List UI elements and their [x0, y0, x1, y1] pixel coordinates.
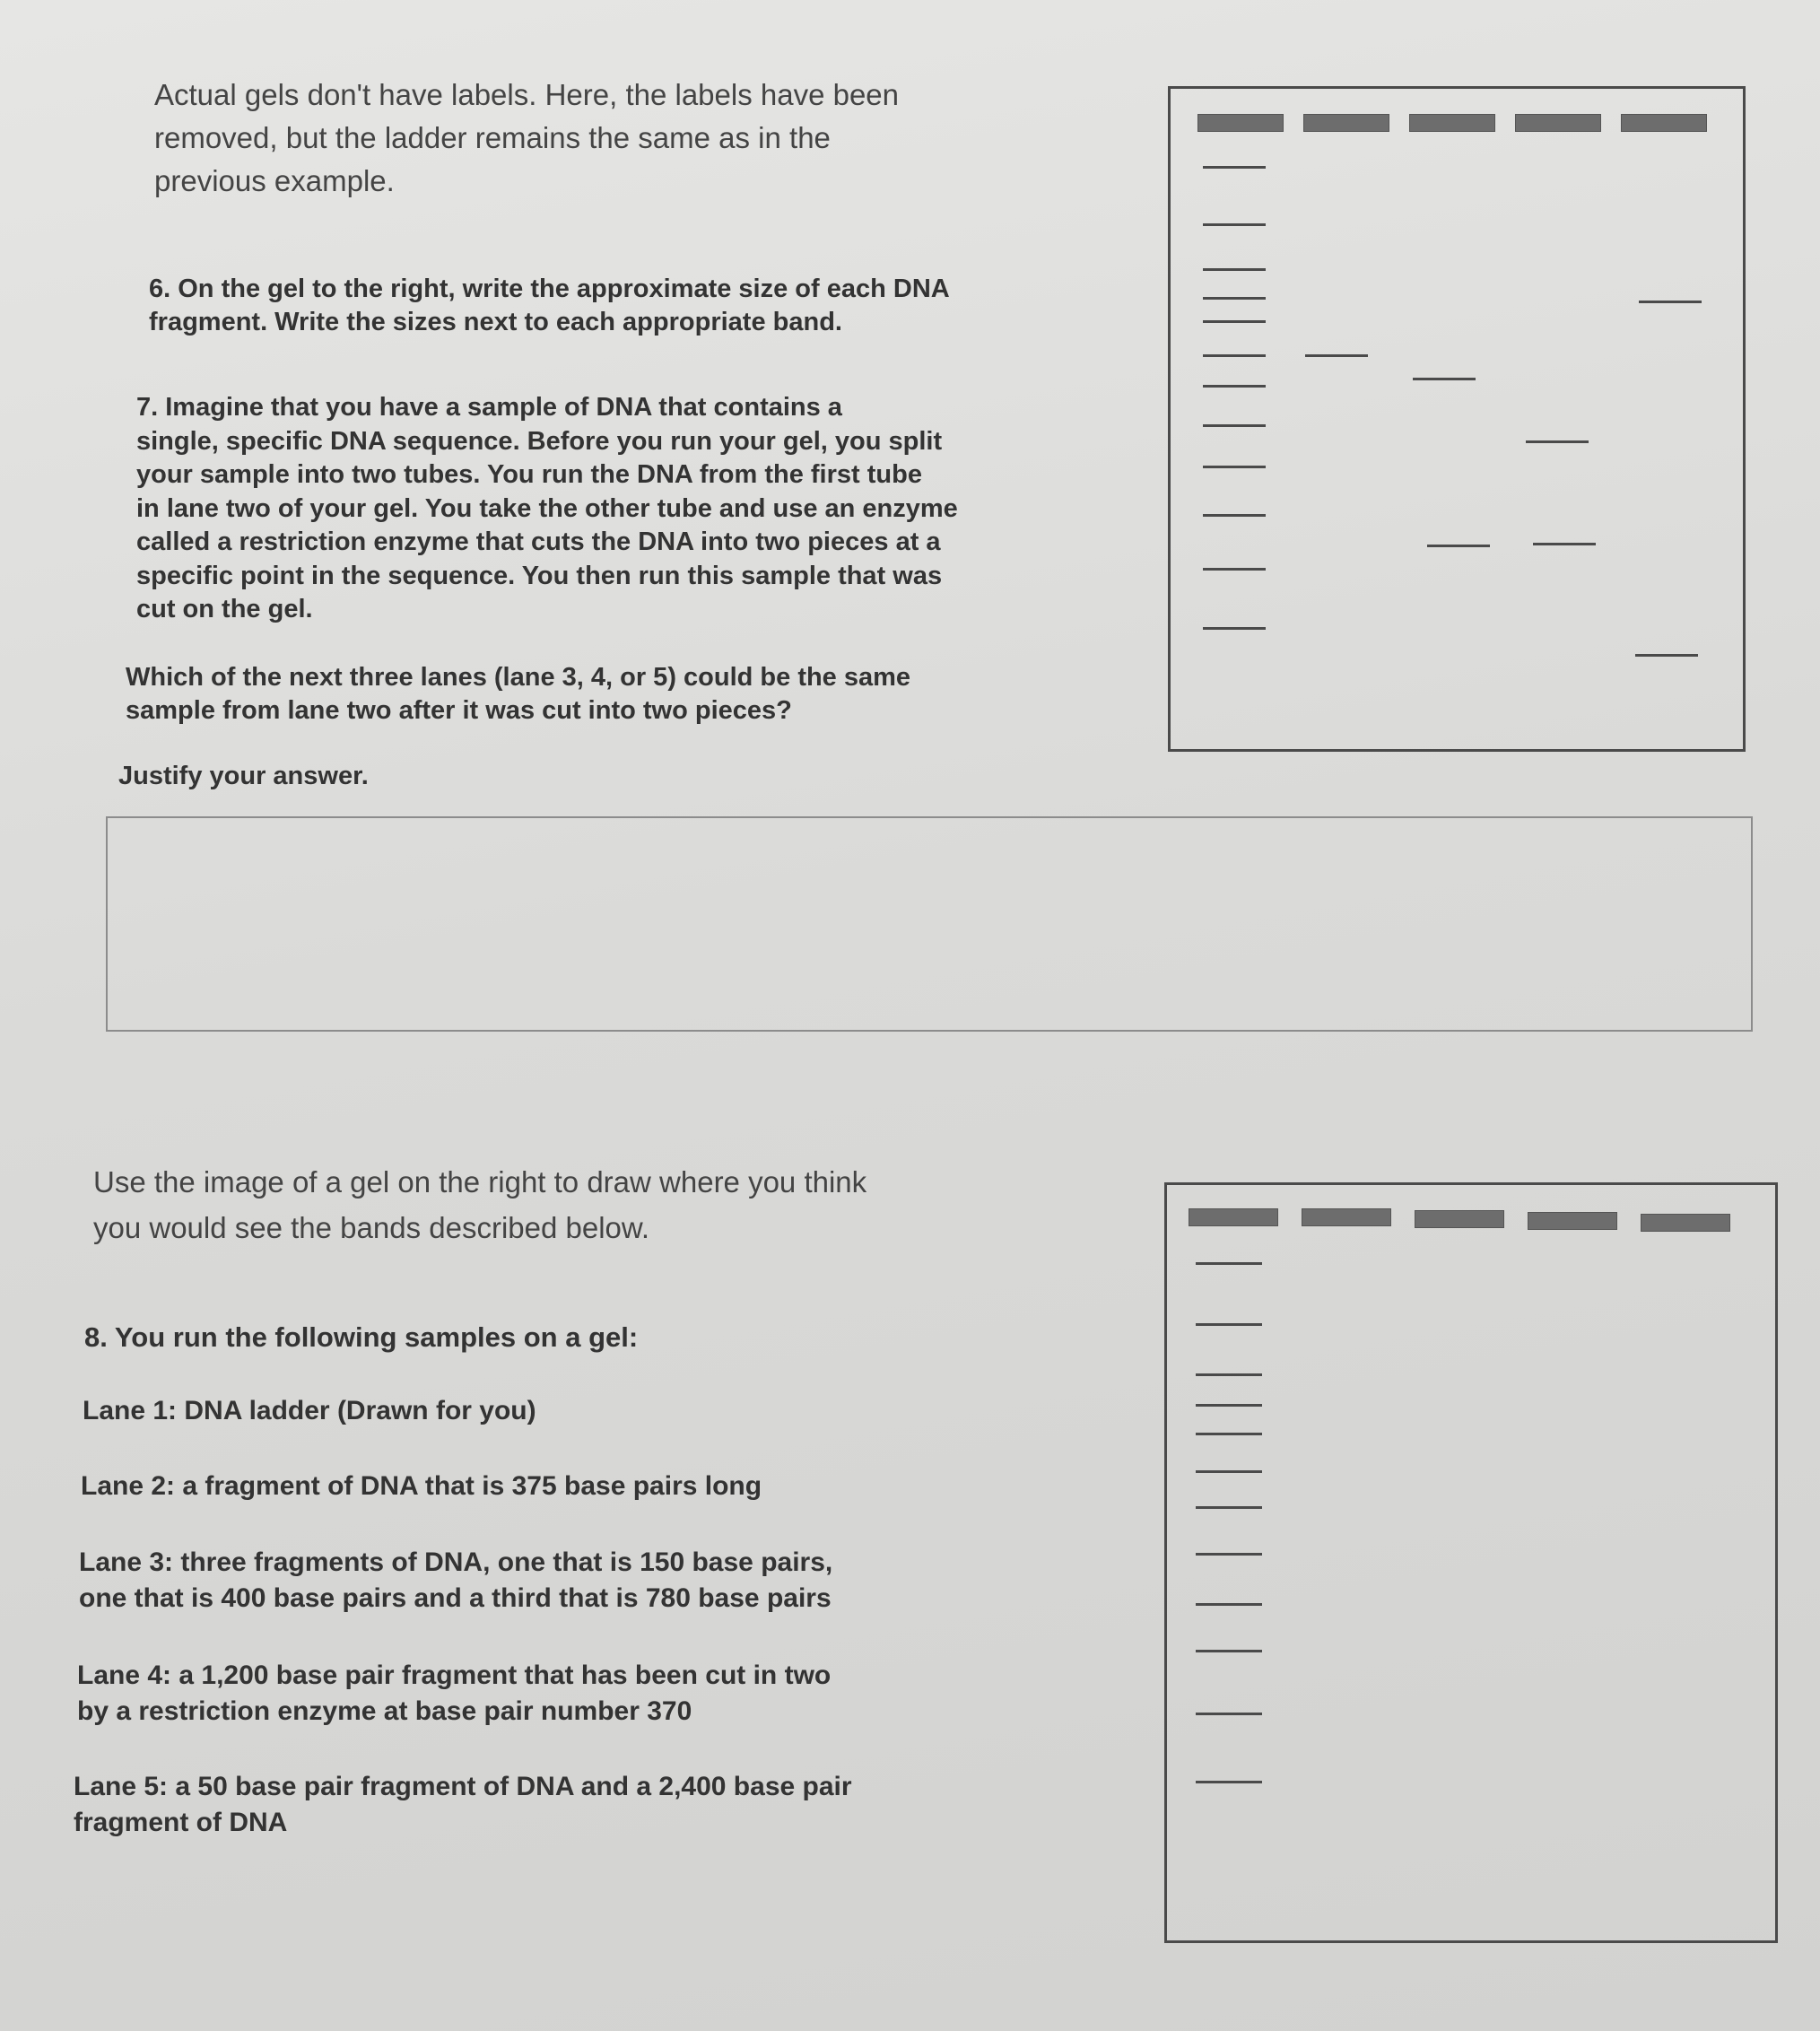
justify-label: Justify your answer.	[118, 762, 369, 790]
ladder-band[interactable]	[1203, 466, 1266, 468]
q7-prompt-line: sample from lane two after it was cut into two pieces?	[126, 696, 792, 725]
intro-line: Actual gels don't have labels. Here, the labels have been	[154, 78, 900, 111]
lane-4-description	[77, 1658, 1064, 1730]
ladder-band[interactable]	[1196, 1323, 1262, 1326]
lane-4-line: by a restriction enzyme at base pair number 370	[77, 1696, 692, 1726]
ladder-band[interactable]	[1203, 297, 1266, 300]
lane-3-line: Lane 3: three fragments of DNA, one that is 150 base pairs,	[79, 1547, 833, 1577]
q7-line: single, specific DNA sequence. Before you run your gel, you split	[136, 426, 943, 456]
ladder-band[interactable]	[1203, 223, 1266, 226]
intro-line: previous example.	[154, 164, 395, 197]
q7-line: in lane two of your gel. You take the other tube and use an enzyme	[136, 493, 958, 523]
section1-intro	[154, 74, 1051, 203]
answer-text[interactable]	[108, 818, 1751, 1030]
ladder-band[interactable]	[1203, 385, 1266, 388]
well-lane-4	[1515, 114, 1601, 132]
gel-2[interactable]	[1164, 1182, 1778, 1943]
ladder-band[interactable]	[1203, 166, 1266, 169]
question-7-prompt	[126, 661, 1094, 728]
ladder-band[interactable]	[1196, 1650, 1262, 1652]
ladder-band[interactable]	[1196, 1262, 1262, 1265]
well-lane-1	[1197, 114, 1284, 132]
q6-line: fragment. Write the sizes next to each appropriate band.	[149, 308, 842, 336]
ladder-band[interactable]	[1203, 354, 1266, 357]
well-lane-5	[1621, 114, 1707, 132]
well-lane-4	[1528, 1212, 1617, 1230]
ladder-band[interactable]	[1203, 320, 1266, 323]
ladder-band[interactable]	[1196, 1781, 1262, 1783]
lane-3-band[interactable]	[1413, 378, 1476, 380]
ladder-band[interactable]	[1196, 1603, 1262, 1606]
section2-intro	[93, 1159, 1080, 1251]
well-lane-5	[1641, 1214, 1730, 1232]
ladder-band[interactable]	[1196, 1506, 1262, 1509]
q6-line: 6. On the gel to the right, write the approximate size of each DNA	[149, 275, 950, 303]
question-6	[149, 273, 1100, 339]
lane-4-band[interactable]	[1526, 440, 1589, 443]
lane-1-description: Lane 1: DNA ladder (Drawn for you)	[83, 1396, 536, 1425]
q7-line: called a restriction enzyme that cuts the DNA into two pieces at a	[136, 527, 941, 556]
q7-line: your sample into two tubes. You run the DNA from the first tube	[136, 460, 922, 489]
q7-line: cut on the gel.	[136, 595, 313, 623]
ladder-band[interactable]	[1196, 1404, 1262, 1407]
lane-3-description	[79, 1545, 1066, 1617]
ladder-band[interactable]	[1196, 1713, 1262, 1715]
ladder-band[interactable]	[1203, 627, 1266, 630]
lane-5-line: fragment of DNA	[74, 1808, 288, 1837]
q7-prompt-line: Which of the next three lanes (lane 3, 4, or 5) could be the same	[126, 663, 911, 692]
lane-5-description	[74, 1769, 1060, 1841]
well-lane-1	[1189, 1208, 1278, 1226]
question-7	[136, 391, 1096, 627]
ladder-band[interactable]	[1196, 1373, 1262, 1376]
intro-line: Use the image of a gel on the right to draw where you think	[93, 1165, 867, 1199]
ladder-band[interactable]	[1203, 514, 1266, 517]
ladder-band[interactable]	[1196, 1553, 1262, 1556]
lane-2-description: Lane 2: a fragment of DNA that is 375 base pairs long	[81, 1471, 762, 1501]
ladder-band[interactable]	[1196, 1433, 1262, 1435]
lane-3-line: one that is 400 base pairs and a third that is 780 base pairs	[79, 1583, 832, 1613]
ladder-band[interactable]	[1203, 424, 1266, 427]
ladder-band[interactable]	[1203, 268, 1266, 271]
lane-5-line: Lane 5: a 50 base pair fragment of DNA and a 2,400 base pair	[74, 1772, 852, 1801]
q7-line: specific point in the sequence. You then run this sample that was	[136, 561, 943, 590]
q7-line: 7. Imagine that you have a sample of DNA that contains a	[136, 393, 842, 422]
lane-3-band[interactable]	[1427, 545, 1490, 547]
lane-2-band[interactable]	[1305, 354, 1368, 357]
well-lane-3	[1415, 1210, 1504, 1228]
well-lane-3	[1409, 114, 1495, 132]
well-lane-2	[1303, 114, 1389, 132]
well-lane-2	[1302, 1208, 1391, 1226]
lane-5-band[interactable]	[1639, 301, 1702, 303]
lane-4-line: Lane 4: a 1,200 base pair fragment that has been cut in two	[77, 1661, 832, 1690]
ladder-band[interactable]	[1196, 1470, 1262, 1473]
intro-line: removed, but the ladder remains the same as in the	[154, 121, 831, 154]
ladder-band[interactable]	[1203, 568, 1266, 571]
answer-box[interactable]	[106, 816, 1753, 1032]
intro-line: you would see the bands described below.	[93, 1211, 650, 1244]
question-8: 8. You run the following samples on a gel:	[84, 1321, 639, 1353]
lane-4-band[interactable]	[1533, 543, 1596, 545]
lane-5-band[interactable]	[1635, 654, 1698, 657]
gel-1	[1168, 86, 1746, 752]
